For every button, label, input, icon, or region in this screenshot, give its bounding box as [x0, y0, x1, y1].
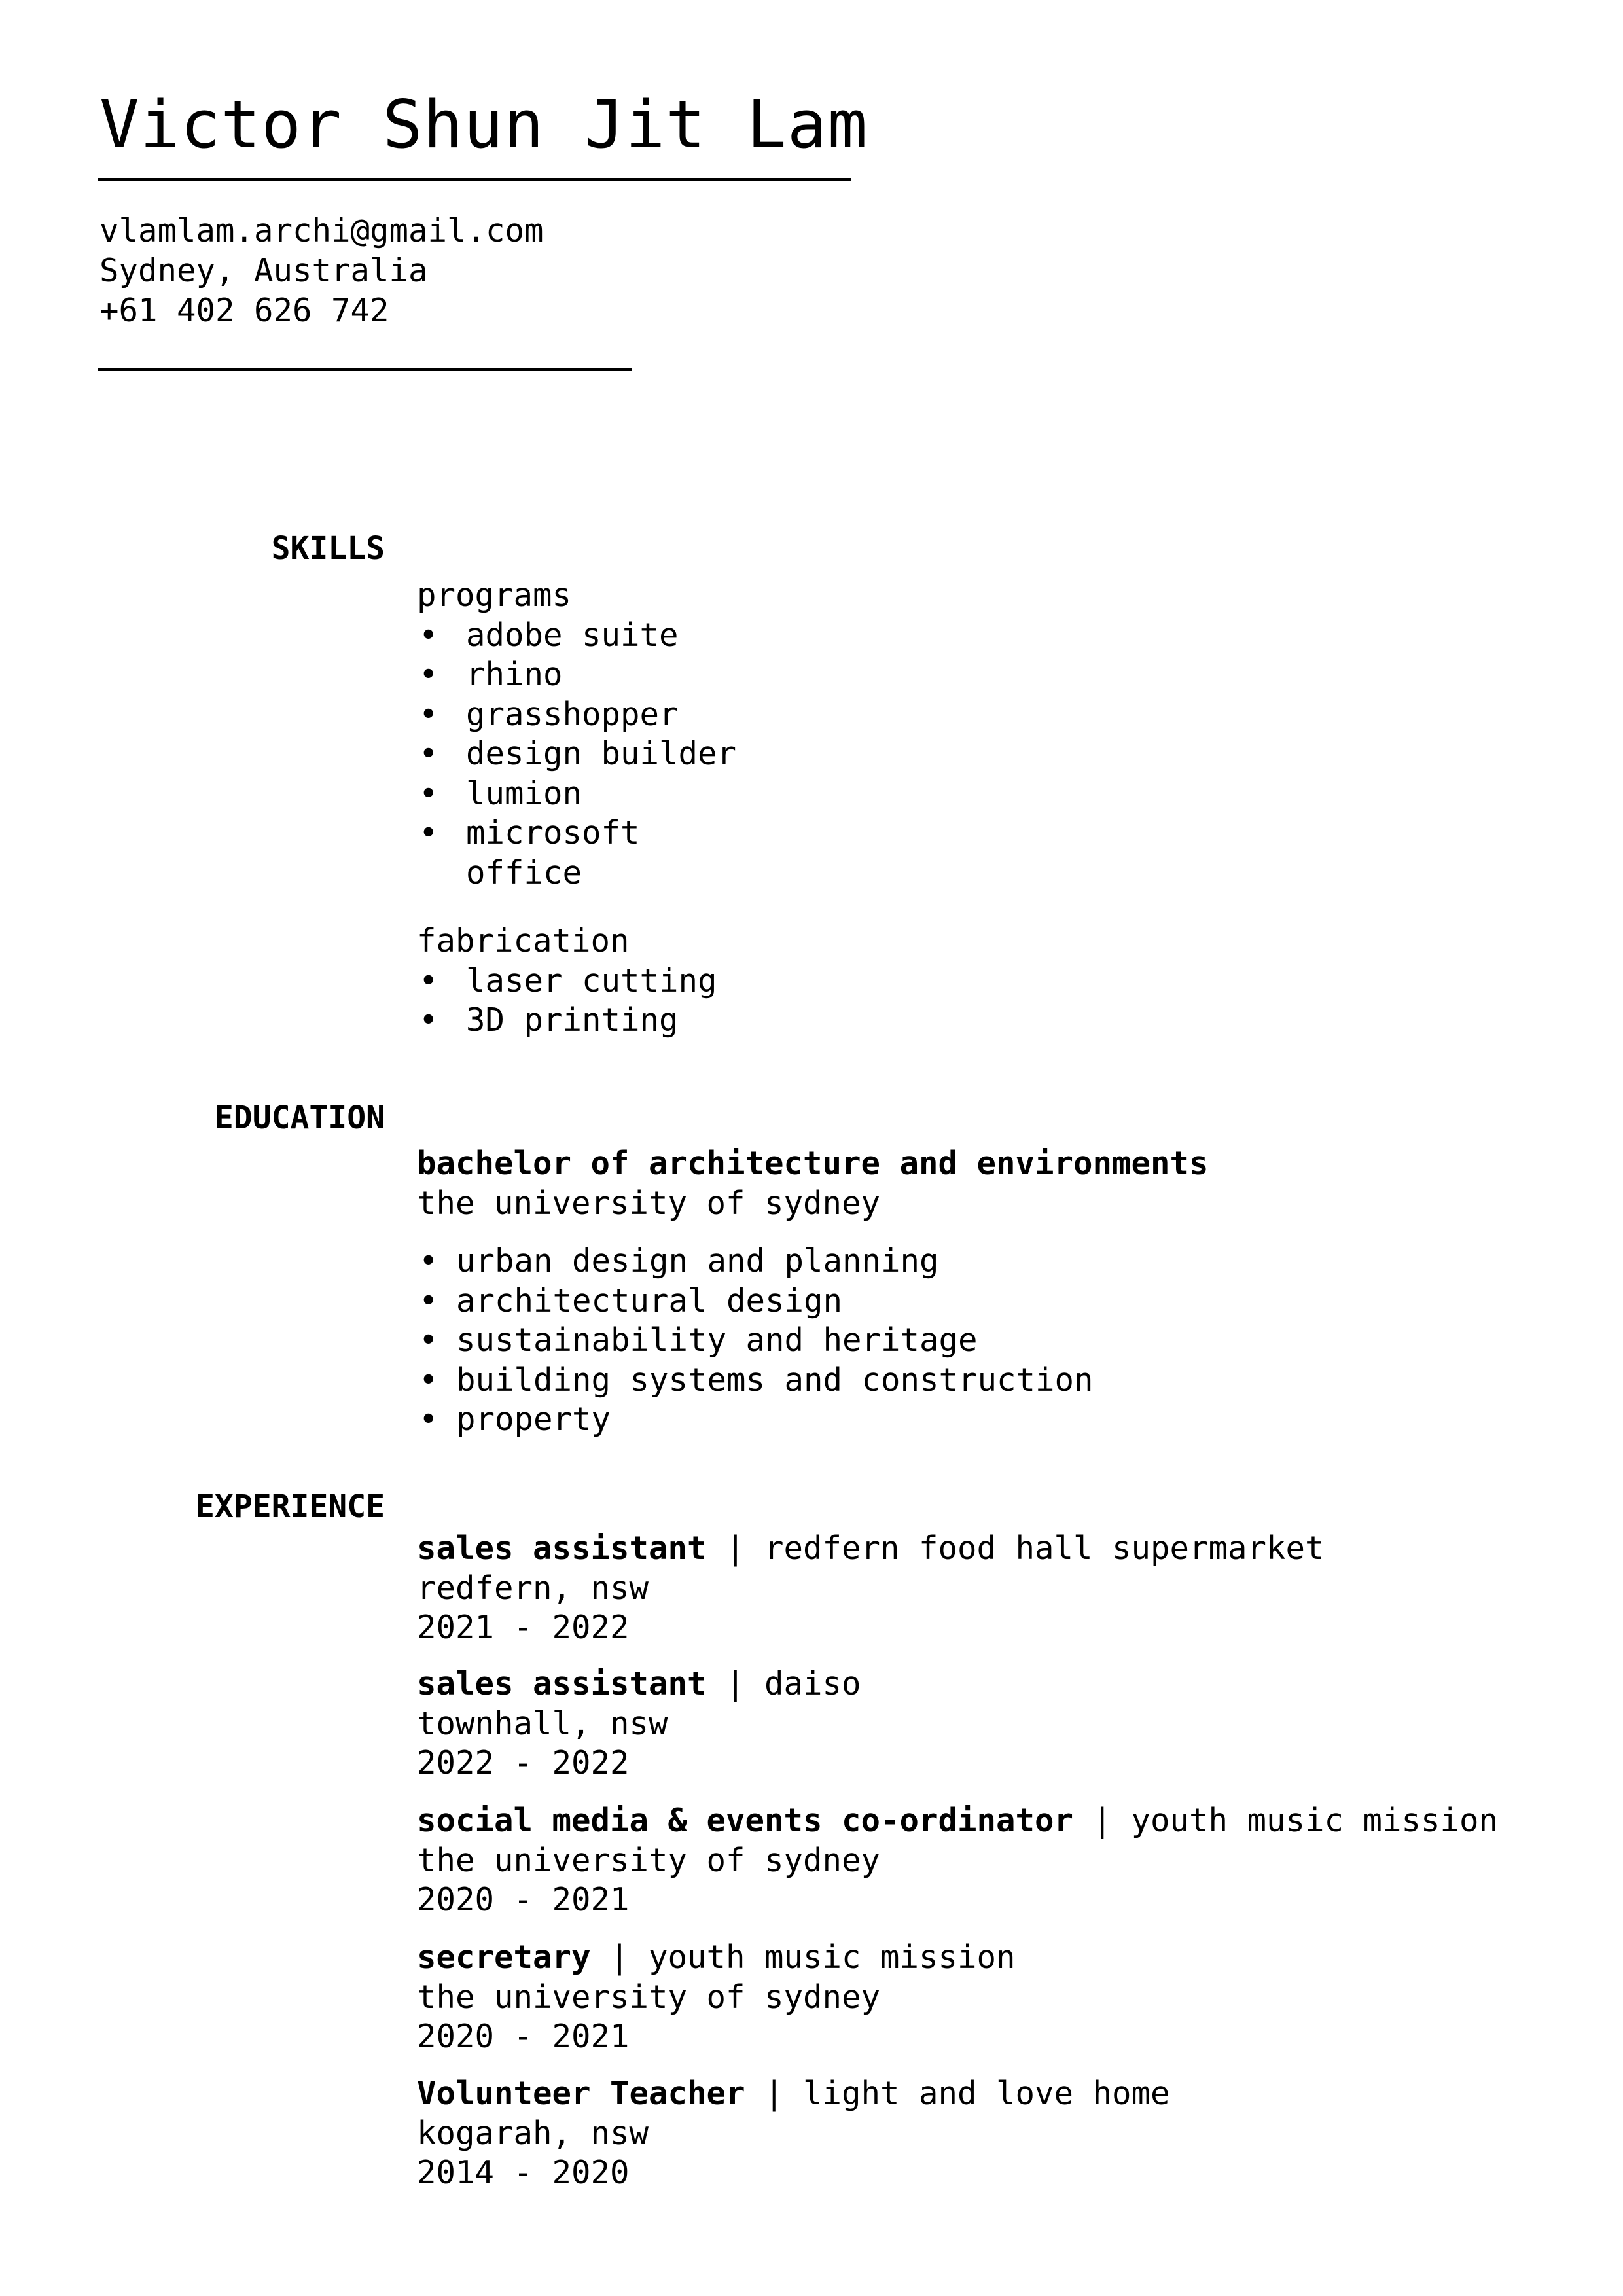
school-name: the university of sydney: [417, 1184, 881, 1222]
list-item: • sustainability and heritage: [417, 1321, 1209, 1361]
experience-entry: sales assistant | redfern food hall supermarket redfern, nsw 2021 - 2022: [417, 1529, 1325, 1648]
list-item: • rhino: [417, 655, 736, 695]
applicant-name: Victor Shun Jit Lam: [99, 86, 868, 163]
list-item: • urban design and planning: [417, 1242, 1209, 1282]
list-item: • property: [417, 1400, 1209, 1440]
fabrication-label: fabrication: [417, 922, 630, 960]
education-section: [417, 1144, 1209, 1440]
job-years: 2014 - 2020: [417, 2154, 630, 2191]
job-location: kogarah, nsw: [417, 2114, 649, 2152]
programs-list: [417, 616, 736, 893]
job-organization: daiso: [764, 1665, 861, 1702]
skills-heading: SKILLS: [271, 530, 385, 567]
job-years: 2020 - 2021: [417, 1881, 630, 1918]
experience-entry: Volunteer Teacher | light and love home kogarah, nsw 2014 - 2020: [417, 2074, 1170, 2193]
job-role: social media & events co-ordinator: [417, 1802, 1074, 1839]
job-role: secretary: [417, 1939, 591, 1976]
job-years: 2020 - 2021: [417, 2018, 630, 2055]
experience-entry: secretary | youth music mission the university of sydney 2020 - 2021: [417, 1938, 1016, 2057]
list-item: • microsoft office: [417, 814, 736, 893]
experience-entry: social media & events co-ordinator | youth music mission the university of sydney 2020 - 2021: [417, 1801, 1498, 1920]
job-years: 2021 - 2022: [417, 1609, 630, 1646]
job-organization: light and love home: [803, 2075, 1170, 2112]
job-organization: youth music mission: [649, 1939, 1016, 1976]
job-location: townhall, nsw: [417, 1704, 668, 1742]
list-item: • building systems and construction: [417, 1361, 1209, 1401]
job-organization: redfern food hall supermarket: [764, 1530, 1325, 1567]
job-location: the university of sydney: [417, 1841, 881, 1879]
degree-title: bachelor of architecture and environments: [417, 1145, 1209, 1182]
fabrication-list: [417, 961, 736, 1041]
job-years: 2022 - 2022: [417, 1744, 630, 1782]
list-item: • laser cutting: [417, 961, 736, 1001]
job-role: sales assistant: [417, 1665, 707, 1702]
job-location: the university of sydney: [417, 1978, 881, 2016]
phone-text: +61 402 626 742: [99, 292, 389, 329]
programs-label: programs: [417, 577, 572, 614]
email-text: vlamlam.archi@gmail.com: [99, 212, 544, 249]
experience-heading: EXPERIENCE: [196, 1488, 385, 1525]
job-location: redfern, nsw: [417, 1569, 649, 1607]
experience-entry: sales assistant | daiso townhall, nsw 2022 - 2022: [417, 1664, 861, 1784]
list-item: • adobe suite: [417, 616, 736, 656]
header-divider: [98, 178, 851, 181]
education-heading: EDUCATION: [214, 1100, 385, 1136]
job-organization: youth music mission: [1131, 1802, 1499, 1839]
location-text: Sydney, Australia: [99, 252, 428, 289]
contact-divider: [98, 368, 632, 371]
subjects-list: [417, 1242, 1209, 1440]
list-item: • grasshopper: [417, 695, 736, 735]
list-item: • architectural design: [417, 1282, 1209, 1321]
list-item: • lumion: [417, 774, 736, 814]
list-item: • design builder: [417, 734, 736, 774]
job-role: Volunteer Teacher: [417, 2075, 745, 2112]
job-role: sales assistant: [417, 1530, 707, 1567]
skills-section: [417, 576, 736, 1041]
list-item: • 3D printing: [417, 1001, 736, 1041]
contact-block: [99, 211, 544, 331]
